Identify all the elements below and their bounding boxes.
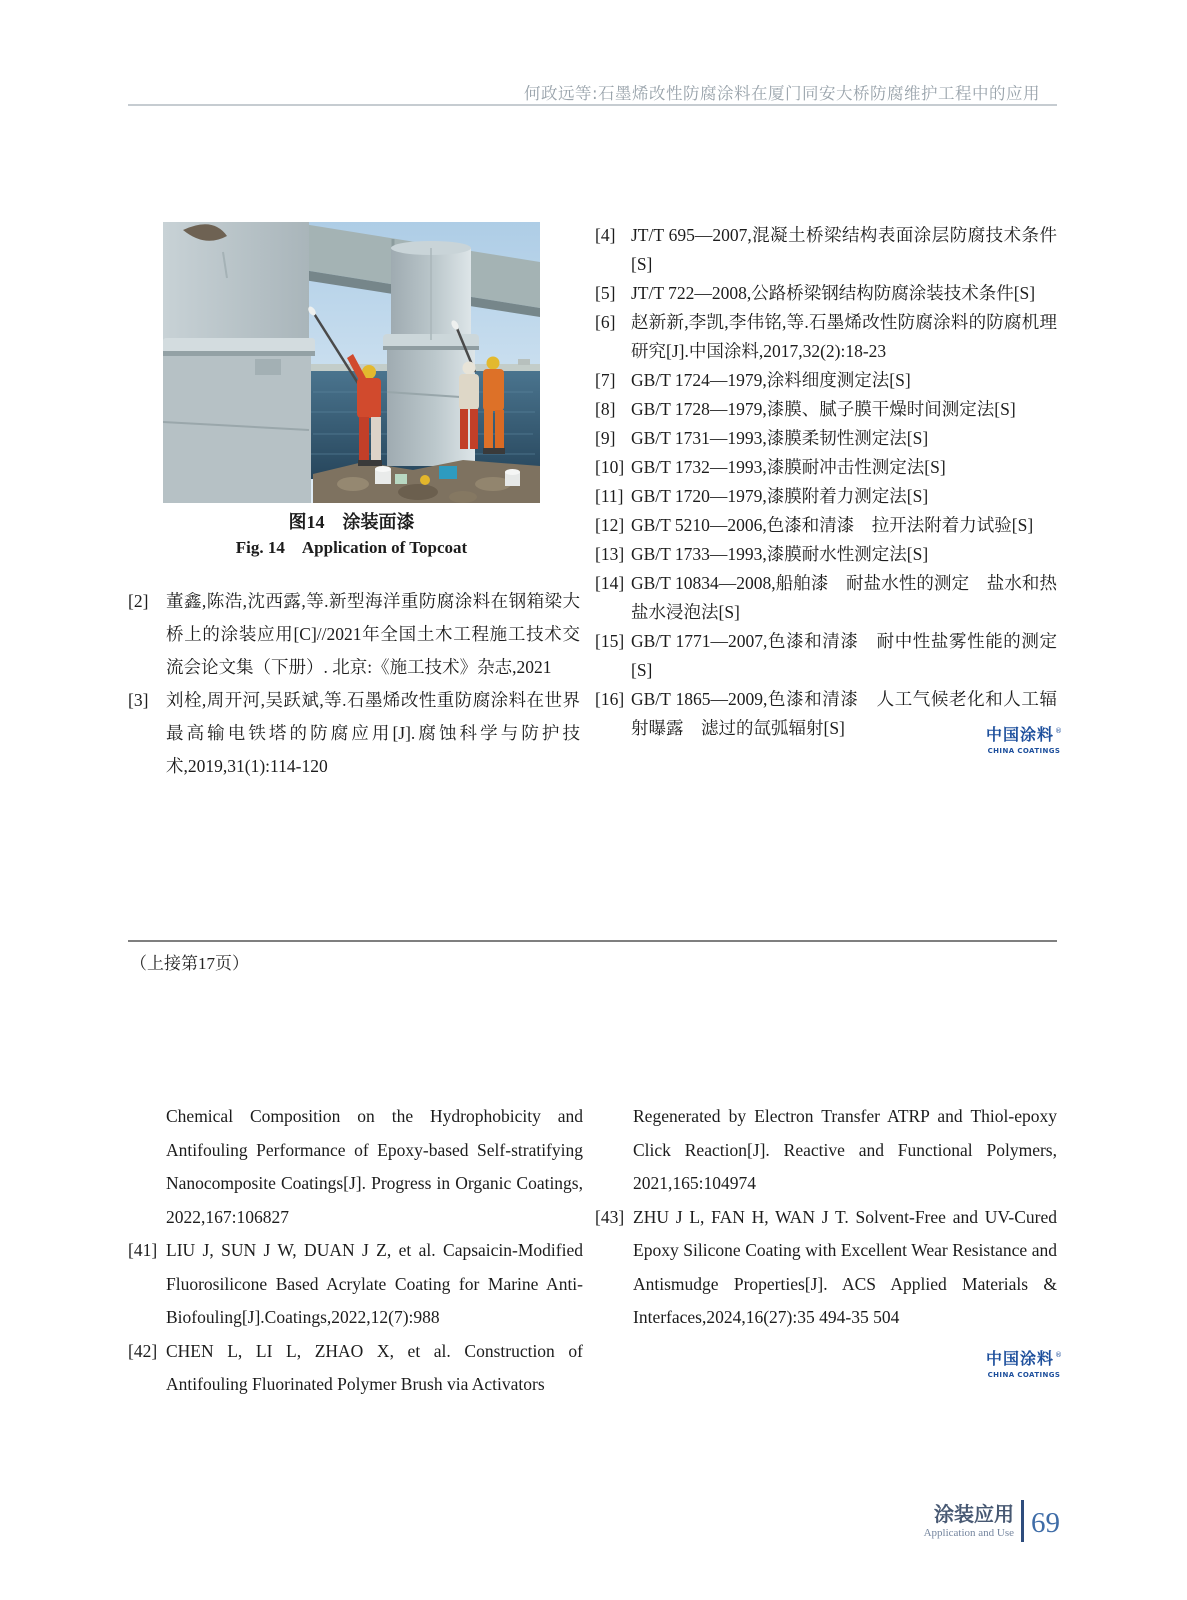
reference-item — [595, 1100, 1062, 1201]
footer-section-zh: 涂装应用 — [934, 1501, 1014, 1526]
reference-number: [43] — [595, 1206, 625, 1227]
reference-number: [9] — [595, 428, 616, 448]
reference-number: [14] — [595, 573, 625, 593]
logo-zh-text: 中国涂料® — [986, 1349, 1064, 1368]
reference-item — [595, 279, 1057, 308]
reference-number: [13] — [595, 544, 625, 564]
footer-section-labels — [924, 1503, 1014, 1540]
figure-caption-en: Fig. 14 Application of Topcoat — [235, 538, 468, 557]
reference-number: [10] — [595, 457, 625, 477]
reference-text: GB/T 1724—1979,涂料细度测定法[S] — [631, 370, 911, 390]
reference-text: ZHU J L, FAN H, WAN J T. Solvent-Free and UV-Cured Epoxy Silicone Coating with Excellent Wear Resistance and Antismudge Properties[J]. ACS Applied Materials & Interfaces,2024,16(27):35 494-35 504 — [633, 1206, 1062, 1327]
reference-item — [128, 684, 580, 783]
logo-en-text: CHINA COATINGS — [987, 1371, 1061, 1379]
reference-text: JT/T 695—2007,混凝土桥梁结构表面涂层防腐技术条件[S] — [631, 225, 1057, 274]
page-footer — [840, 1498, 1060, 1544]
reference-number: [4] — [595, 225, 616, 245]
footer-divider-bar — [1021, 1500, 1024, 1542]
reference-number: [2] — [128, 591, 149, 611]
header-divider — [128, 104, 1057, 106]
references-top-right — [595, 221, 1057, 743]
reference-number: [42] — [128, 1340, 158, 1361]
reference-item — [595, 1201, 1062, 1335]
reference-number: [7] — [595, 370, 616, 390]
reference-text: Regenerated by Electron Transfer ATRP and Thiol-epoxy Click Reaction[J]. Reactive and Functional Polymers, 2021,165:104974 — [633, 1106, 1062, 1193]
registered-mark-icon: ® — [1055, 727, 1064, 735]
reference-number: [15] — [595, 631, 625, 651]
reference-text: 董鑫,陈浩,沈西露,等.新型海洋重防腐涂料在钢箱梁大桥上的涂装应用[C]//2021年全国土木工程施工技术交流会论文集（下册）. 北京:《施工技术》杂志,2021 — [166, 591, 580, 677]
reference-item — [595, 395, 1057, 424]
reference-number: [12] — [595, 515, 625, 535]
reference-item — [128, 585, 580, 684]
reference-number: [11] — [595, 486, 624, 506]
figure-photo — [163, 222, 540, 503]
figure-caption-zh: 图14 涂装面漆 — [288, 512, 415, 532]
page-number: 69 — [1031, 1507, 1060, 1539]
reference-text: Chemical Composition on the Hydrophobicity and Antifouling Performance of Epoxy-based Self-stratifying Nanocomposite Coatings[J]. Progress in Organic Coatings, 2022,167:106827 — [166, 1106, 588, 1227]
reference-item — [128, 1234, 588, 1335]
reference-text: CHEN L, LI L, ZHAO X, et al. Construction of Antifouling Fluorinated Polymer Brush via Activators — [166, 1340, 587, 1394]
reference-item — [595, 424, 1057, 453]
reference-text: GB/T 1720—1979,漆膜附着力测定法[S] — [631, 486, 929, 506]
reference-number: [41] — [128, 1240, 158, 1260]
reference-text: GB/T 1732—1993,漆膜耐冲击性测定法[S] — [631, 457, 946, 477]
china-coatings-logo — [986, 726, 1062, 756]
reference-item — [595, 627, 1057, 685]
reference-text: GB/T 1728—1979,漆膜、腻子膜干燥时间测定法[S] — [631, 399, 1016, 419]
reference-item — [595, 569, 1057, 627]
reference-text: 赵新新,李凯,李伟铭,等.石墨烯改性防腐涂料的防腐机理研究[J].中国涂料,2017,32(2):18-23 — [631, 312, 1057, 361]
reference-text: GB/T 10834—2008,船舶漆 耐盐水性的测定 盐水和热盐水浸泡法[S] — [631, 573, 1057, 622]
references-bottom-right — [595, 1100, 1062, 1335]
reference-item — [595, 221, 1057, 279]
reference-item — [595, 453, 1057, 482]
reference-number: [8] — [595, 399, 616, 419]
running-title: 何政远等:石墨烯改性防腐涂料在厦门同安大桥防腐维护工程中的应用 — [523, 84, 1040, 103]
registered-mark-icon: ® — [1055, 1351, 1064, 1359]
reference-number: [16] — [595, 689, 625, 709]
reference-item — [128, 1100, 588, 1234]
reference-item — [595, 511, 1057, 540]
references-top-left — [128, 585, 580, 783]
reference-text: JT/T 722—2008,公路桥梁钢结构防腐涂装技术条件[S] — [631, 283, 1036, 303]
continued-from-note: （上接第17页） — [130, 954, 249, 973]
logo-zh-text: 中国涂料® — [986, 725, 1064, 744]
reference-item — [595, 366, 1057, 395]
reference-text: GB/T 1733—1993,漆膜耐水性测定法[S] — [631, 544, 929, 564]
reference-item — [128, 1335, 587, 1402]
reference-text: 刘栓,周开河,吴跃斌,等.石墨烯改性重防腐涂料在世界最高输电铁塔的防腐应用[J].腐蚀科学与防护技术,2019,31(1):114-120 — [166, 690, 580, 776]
references-bottom-left — [128, 1100, 588, 1402]
reference-item — [595, 482, 1057, 511]
reference-text: GB/T 1731—1993,漆膜柔韧性测定法[S] — [631, 428, 929, 448]
reference-number: [6] — [595, 312, 616, 332]
footer-section-en: Application and Use — [923, 1526, 1014, 1539]
china-coatings-logo — [986, 1350, 1062, 1380]
reference-number: [3] — [128, 690, 149, 710]
section-divider — [128, 940, 1057, 942]
reference-item — [595, 540, 1057, 569]
reference-text: GB/T 5210—2006,色漆和清漆 拉开法附着力试验[S] — [631, 515, 1034, 535]
reference-item — [595, 308, 1057, 366]
logo-en-text: CHINA COATINGS — [987, 747, 1061, 755]
reference-text: GB/T 1771—2007,色漆和清漆 耐中性盐雾性能的测定[S] — [631, 631, 1057, 680]
reference-text: LIU J, SUN J W, DUAN J Z, et al. Capsaicin-Modified Fluorosilicone Based Acrylate Coating for Marine Anti-Biofouling[J].Coatings,2022,12(7):988 — [166, 1240, 588, 1327]
reference-text: GB/T 1865—2009,色漆和清漆 人工气候老化和人工辐射曝露 滤过的氙弧辐射[S] — [631, 689, 1057, 738]
reference-number: [5] — [595, 283, 616, 303]
